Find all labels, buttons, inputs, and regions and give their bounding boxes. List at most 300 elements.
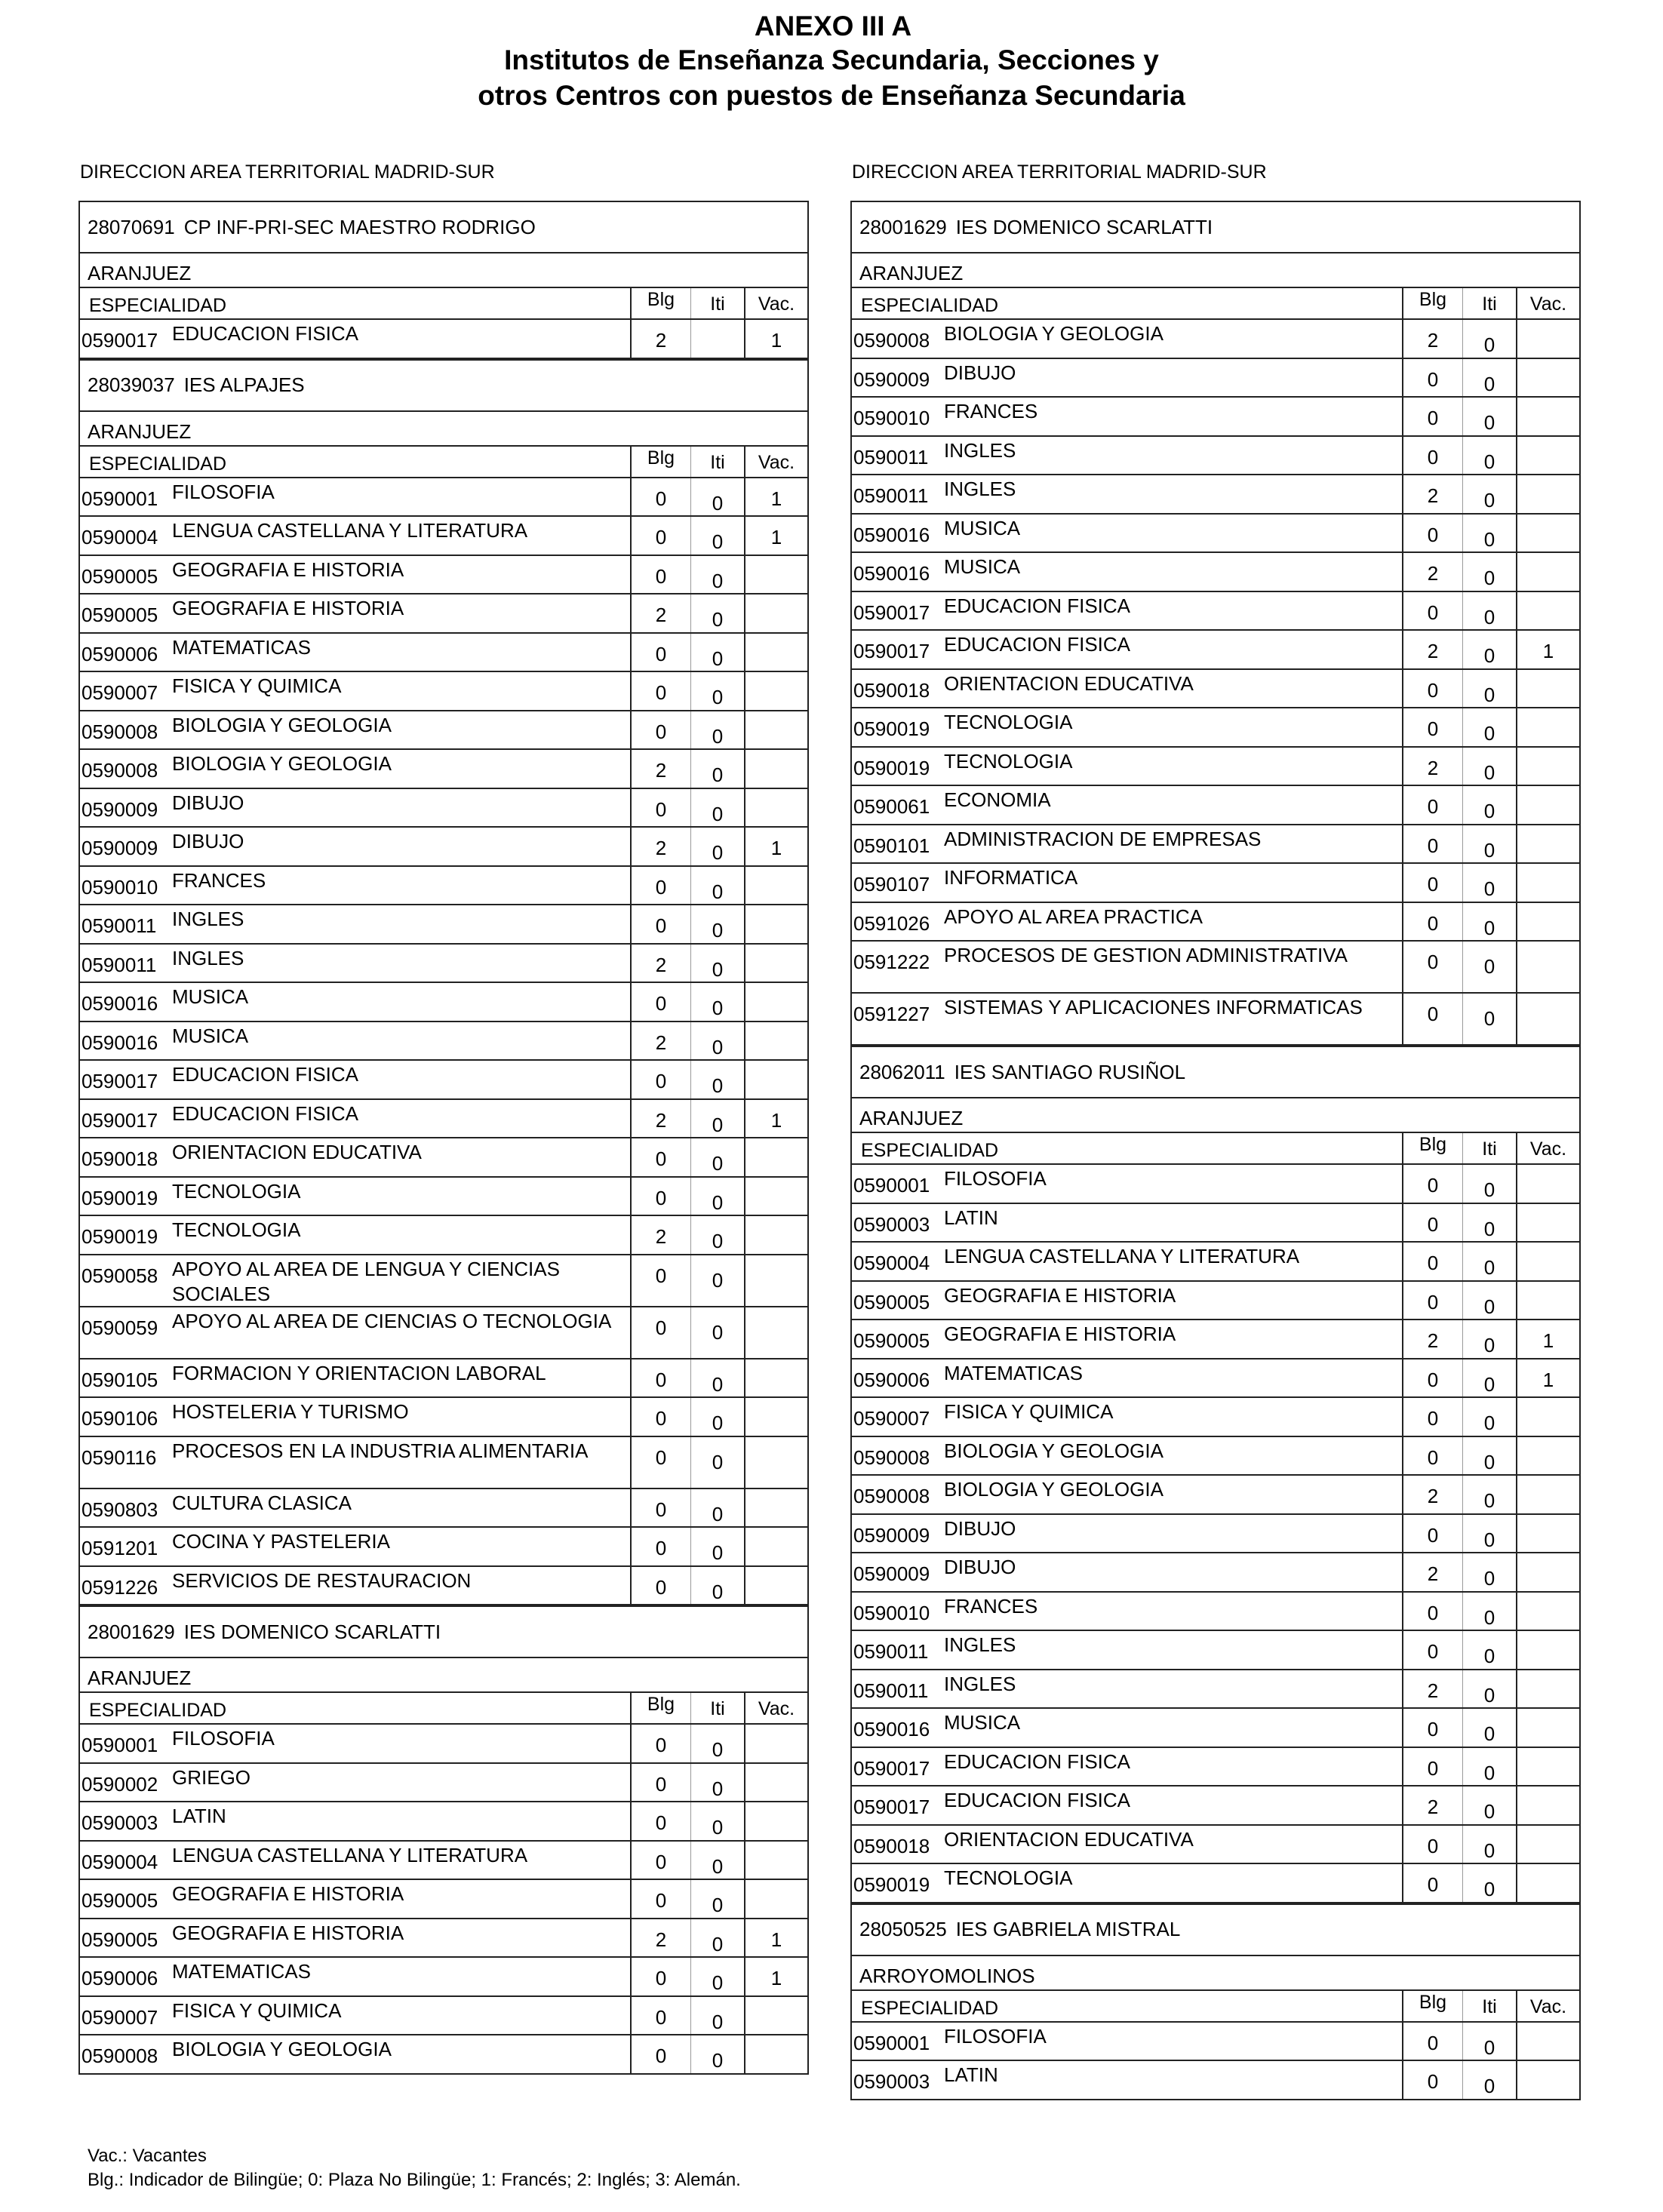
especialidad-code: 0590058 <box>81 1264 158 1287</box>
especialidad-code: 0590011 <box>853 1640 929 1663</box>
especialidad-cell <box>80 1437 630 1488</box>
table-row <box>852 1282 1579 1321</box>
especialidad-code: 0590019 <box>81 1225 158 1248</box>
vac-cell <box>1516 1165 1579 1203</box>
iti-cell: 0 <box>1462 1165 1516 1203</box>
especialidad-code: 0590101 <box>853 834 930 857</box>
especialidad-name: MUSICA <box>944 516 1021 539</box>
especialidad-cell <box>852 1165 1402 1203</box>
especialidad-name: BIOLOGIA Y GEOLOGIA <box>172 752 392 775</box>
blg-cell: 2 <box>630 1216 690 1254</box>
especialidad-cell <box>80 711 630 749</box>
vac-cell <box>744 905 807 943</box>
vac-cell <box>1516 1515 1579 1553</box>
especialidad-cell <box>852 1282 1402 1320</box>
table-row <box>80 867 807 906</box>
legend-vacantes: Vac.: Vacantes <box>88 2146 207 2166</box>
especialidad-name: SERVICIOS DE RESTAURACION <box>172 1568 472 1592</box>
header-vac: Vac. <box>1516 1133 1579 1163</box>
especialidad-cell <box>80 1022 630 1060</box>
especialidad-name: LENGUA CASTELLANA Y LITERATURA <box>172 519 528 542</box>
table-row <box>80 594 807 634</box>
table-row <box>80 556 807 595</box>
column-header-row <box>80 447 807 478</box>
annex-title: ANEXO III A <box>754 11 912 41</box>
iti-cell: 0 <box>1462 359 1516 397</box>
blg-cell: 0 <box>1402 903 1462 941</box>
especialidad-cell <box>852 2023 1402 2060</box>
especialidad-name: BIOLOGIA Y GEOLOGIA <box>944 322 1163 345</box>
especialidad-code: 0590010 <box>853 1601 930 1624</box>
table-row <box>852 631 1579 670</box>
vac-cell <box>1516 1476 1579 1513</box>
table-row <box>852 1243 1579 1282</box>
especialidad-cell <box>852 708 1402 746</box>
blg-cell: 0 <box>1402 1398 1462 1436</box>
especialidad-cell <box>852 994 1402 1044</box>
blg-cell: 2 <box>630 594 690 632</box>
especialidad-cell <box>852 1437 1402 1475</box>
especialidad-name: GRIEGO <box>172 1765 251 1789</box>
vac-cell <box>744 594 807 632</box>
iti-cell: 0 <box>1462 942 1516 992</box>
vac-cell: 1 <box>744 828 807 865</box>
especialidad-code: 0590001 <box>81 487 158 510</box>
iti-cell: 0 <box>1462 1398 1516 1436</box>
iti-cell: 0 <box>690 1398 744 1436</box>
header-vac: Vac. <box>744 288 807 318</box>
especialidad-code: 0590003 <box>81 1811 158 1834</box>
blg-cell: 0 <box>630 1567 690 1605</box>
especialidad-cell <box>852 903 1402 941</box>
header-blg: Blg <box>630 1693 690 1723</box>
especialidad-code: 0590005 <box>81 1928 158 1951</box>
especialidad-name: EDUCACION FISICA <box>944 1750 1131 1773</box>
table-row <box>852 1670 1579 1710</box>
blg-cell: 2 <box>630 1022 690 1060</box>
table-row <box>852 592 1579 631</box>
especialidad-code: 0590002 <box>81 1772 158 1796</box>
especialidad-name: ADMINISTRACION DE EMPRESAS <box>944 827 1262 850</box>
blg-cell: 0 <box>630 711 690 749</box>
table-row <box>852 320 1579 359</box>
especialidad-code: 0590019 <box>853 756 930 779</box>
table-row <box>80 320 807 359</box>
iti-cell: 0 <box>690 1437 744 1488</box>
centro-locality: ARANJUEZ <box>852 1098 1579 1133</box>
especialidad-name: GEOGRAFIA E HISTORIA <box>172 597 404 619</box>
especialidad-name: INGLES <box>172 908 244 930</box>
table-row <box>852 1204 1579 1243</box>
especialidad-cell <box>80 556 630 594</box>
especialidad-cell <box>852 1709 1402 1747</box>
especialidad-cell <box>80 1307 630 1358</box>
iti-cell: 0 <box>1462 1670 1516 1708</box>
blg-cell: 0 <box>630 1958 690 1995</box>
iti-cell: 0 <box>1462 708 1516 746</box>
vac-cell <box>1516 1398 1579 1436</box>
especialidad-cell <box>80 983 630 1021</box>
blg-cell: 2 <box>1402 320 1462 358</box>
header-iti: Iti <box>1462 288 1516 318</box>
table-row <box>852 1593 1579 1632</box>
blg-cell: 0 <box>1402 1437 1462 1475</box>
table-row <box>80 1842 807 1881</box>
blg-cell: 0 <box>630 1725 690 1762</box>
vac-cell <box>1516 1553 1579 1591</box>
blg-cell: 0 <box>630 1802 690 1840</box>
especialidad-code: 0590007 <box>853 1407 930 1430</box>
especialidad-name: MUSICA <box>172 985 249 1008</box>
table-row <box>852 1864 1579 1903</box>
vac-cell <box>1516 320 1579 358</box>
especialidad-name: TECNOLOGIA <box>944 749 1073 773</box>
especialidad-code: 0590008 <box>81 2045 158 2067</box>
blg-cell: 0 <box>1402 864 1462 902</box>
vac-cell <box>1516 864 1579 902</box>
iti-cell: 0 <box>1462 1826 1516 1863</box>
especialidad-code: 0591201 <box>81 1537 158 1559</box>
especialidad-code: 0591222 <box>853 951 930 973</box>
especialidad-cell <box>852 2061 1402 2099</box>
area-territorial-label: DIRECCION AREA TERRITORIAL MADRID-SUR <box>852 161 1267 183</box>
blg-cell: 0 <box>1402 670 1462 708</box>
especialidad-name: GEOGRAFIA E HISTORIA <box>172 1921 404 1944</box>
centro-table <box>78 359 809 1606</box>
iti-cell: 0 <box>690 1528 744 1565</box>
iti-cell: 0 <box>690 867 744 905</box>
iti-cell: 0 <box>690 789 744 827</box>
header-vac: Vac. <box>744 1693 807 1723</box>
especialidad-name: TECNOLOGIA <box>172 1218 301 1241</box>
vac-cell: 1 <box>744 1100 807 1138</box>
especialidad-cell <box>852 1204 1402 1242</box>
especialidad-cell <box>80 517 630 555</box>
especialidad-cell <box>852 825 1402 863</box>
iti-cell: 0 <box>1462 1359 1516 1397</box>
especialidad-name: FRANCES <box>172 868 266 892</box>
table-row <box>852 1165 1579 1204</box>
blg-cell: 0 <box>630 1178 690 1215</box>
vac-cell <box>744 945 807 982</box>
iti-cell: 0 <box>690 711 744 749</box>
iti-cell: 0 <box>690 1255 744 1306</box>
centro-table <box>78 201 809 359</box>
blg-cell: 2 <box>1402 1553 1462 1591</box>
especialidad-name: BIOLOGIA Y GEOLOGIA <box>944 1478 1163 1501</box>
especialidad-code: 0590016 <box>81 1031 158 1054</box>
especialidad-name: HOSTELERIA Y TURISMO <box>172 1400 409 1423</box>
iti-cell: 0 <box>1462 2023 1516 2060</box>
especialidad-name: MATEMATICAS <box>944 1361 1083 1384</box>
vac-cell <box>1516 1631 1579 1669</box>
especialidad-name: DIBUJO <box>944 1516 1016 1540</box>
header-blg: Blg <box>1402 1991 1462 2021</box>
especialidad-cell <box>80 1216 630 1254</box>
iti-cell: 0 <box>1462 1320 1516 1358</box>
especialidad-cell <box>80 1802 630 1840</box>
especialidad-code: 0590011 <box>81 953 157 976</box>
vac-cell <box>744 1528 807 1565</box>
especialidad-cell <box>852 359 1402 397</box>
iti-cell: 0 <box>1462 1864 1516 1902</box>
table-row <box>852 2061 1579 2100</box>
especialidad-name: TECNOLOGIA <box>944 1866 1073 1889</box>
especialidad-code: 0590017 <box>853 640 930 662</box>
table-row <box>852 903 1579 942</box>
especialidad-code: 0590803 <box>81 1498 158 1521</box>
blg-cell: 0 <box>630 1359 690 1397</box>
especialidad-name: BIOLOGIA Y GEOLOGIA <box>172 713 392 736</box>
blg-cell: 0 <box>630 1528 690 1565</box>
table-row <box>852 1709 1579 1748</box>
header-iti: Iti <box>1462 1991 1516 2021</box>
vac-cell <box>744 672 807 710</box>
especialidad-name: LATIN <box>944 2063 998 2086</box>
especialidad-cell <box>80 1178 630 1215</box>
blg-cell: 0 <box>1402 2061 1462 2099</box>
especialidad-code: 0590005 <box>81 564 158 588</box>
especialidad-name: CULTURA CLASICA <box>172 1491 352 1514</box>
especialidad-name: EDUCACION FISICA <box>172 1063 359 1086</box>
especialidad-name: INGLES <box>944 438 1016 462</box>
vac-cell <box>744 983 807 1021</box>
blg-cell: 0 <box>630 1307 690 1358</box>
especialidad-code: 0590059 <box>81 1316 158 1339</box>
table-row <box>80 711 807 751</box>
table-row <box>80 789 807 828</box>
table-row <box>852 1359 1579 1399</box>
centro-name: IES DOMENICO SCARLATTI <box>955 215 1213 238</box>
iti-cell: 0 <box>690 1958 744 1995</box>
iti-cell: 0 <box>1462 825 1516 863</box>
header-blg: Blg <box>630 288 690 318</box>
especialidad-code: 0590018 <box>853 1834 930 1857</box>
especialidad-cell <box>80 1061 630 1098</box>
vac-cell <box>1516 994 1579 1044</box>
especialidad-code: 0590017 <box>853 1796 930 1818</box>
especialidad-code: 0590116 <box>81 1445 157 1469</box>
blg-cell: 2 <box>630 945 690 982</box>
blg-cell: 0 <box>630 634 690 671</box>
especialidad-code: 0591227 <box>853 1003 930 1025</box>
especialidad-cell <box>80 1725 630 1762</box>
especialidad-cell <box>80 945 630 982</box>
blg-cell: 0 <box>1402 1826 1462 1863</box>
iti-cell: 0 <box>690 1359 744 1397</box>
table-row <box>80 750 807 789</box>
especialidad-code: 0591026 <box>853 911 930 935</box>
legend <box>88 2144 741 2192</box>
centro-code: 28050525 <box>859 1918 947 1940</box>
vac-cell <box>1516 1670 1579 1708</box>
especialidad-cell <box>80 1997 630 2035</box>
table-row <box>80 1528 807 1567</box>
especialidad-name: GEOGRAFIA E HISTORIA <box>944 1323 1176 1345</box>
vac-cell <box>744 1022 807 1060</box>
blg-cell: 0 <box>630 672 690 710</box>
especialidad-cell <box>852 475 1402 513</box>
especialidad-code: 0590105 <box>81 1368 158 1391</box>
centro-table <box>850 1903 1581 2100</box>
blg-cell: 2 <box>1402 1476 1462 1513</box>
iti-cell: 0 <box>690 1725 744 1762</box>
iti-cell: 0 <box>1462 1631 1516 1669</box>
iti-cell: 0 <box>690 594 744 632</box>
iti-cell: 0 <box>690 634 744 671</box>
iti-cell: 0 <box>690 828 744 865</box>
blg-cell: 0 <box>1402 359 1462 397</box>
especialidad-cell <box>80 828 630 865</box>
vac-cell <box>1516 1437 1579 1475</box>
especialidad-cell <box>80 1255 630 1306</box>
blg-cell: 0 <box>1402 2023 1462 2060</box>
table-row <box>80 478 807 518</box>
vac-cell <box>744 1997 807 2035</box>
centro-header <box>852 202 1579 253</box>
iti-cell: 0 <box>690 2035 744 2073</box>
iti-cell: 0 <box>1462 553 1516 591</box>
iti-cell: 0 <box>690 750 744 788</box>
iti-cell: 0 <box>1462 631 1516 668</box>
especialidad-name: LENGUA CASTELLANA Y LITERATURA <box>172 1843 528 1866</box>
iti-cell: 0 <box>1462 1786 1516 1824</box>
blg-cell: 2 <box>1402 631 1462 668</box>
table-row <box>852 1826 1579 1865</box>
especialidad-cell <box>852 437 1402 475</box>
iti-cell: 0 <box>1462 1748 1516 1786</box>
especialidad-code: 0590005 <box>81 1889 158 1912</box>
header-iti: Iti <box>1462 1133 1516 1163</box>
especialidad-code: 0590008 <box>853 329 930 352</box>
especialidad-cell <box>80 594 630 632</box>
iti-cell: 0 <box>1462 1437 1516 1475</box>
centro-header <box>80 361 807 412</box>
header-especialidad: ESPECIALIDAD <box>861 295 999 316</box>
iti-cell: 0 <box>690 1997 744 2035</box>
vac-cell <box>744 1061 807 1098</box>
especialidad-name: GEOGRAFIA E HISTORIA <box>172 1882 404 1905</box>
left-column <box>78 157 809 2075</box>
blg-cell: 2 <box>1402 1786 1462 1824</box>
iti-cell: 0 <box>690 1061 744 1098</box>
iti-cell: 0 <box>690 1216 744 1254</box>
vac-cell <box>1516 398 1579 435</box>
iti-cell: 0 <box>1462 592 1516 630</box>
especialidad-name: SISTEMAS Y APLICACIONES INFORMATICAS <box>944 996 1363 1018</box>
especialidad-name: INGLES <box>944 1633 1016 1656</box>
centro-locality: ARANJUEZ <box>80 412 807 447</box>
especialidad-cell <box>80 1528 630 1565</box>
especialidad-code: 0590061 <box>853 795 930 818</box>
centro-table <box>78 1605 809 2075</box>
vac-cell <box>1516 553 1579 591</box>
especialidad-cell <box>852 864 1402 902</box>
vac-cell: 1 <box>744 1919 807 1957</box>
header-especialidad: ESPECIALIDAD <box>861 1140 999 1161</box>
especialidad-cell <box>852 1515 1402 1553</box>
especialidad-name: EDUCACION FISICA <box>944 594 1131 617</box>
especialidad-cell <box>852 1320 1402 1358</box>
iti-cell: 0 <box>690 478 744 516</box>
iti-cell: 0 <box>690 517 744 555</box>
especialidad-cell <box>852 786 1402 824</box>
especialidad-cell <box>80 1842 630 1879</box>
iti-cell: 0 <box>690 983 744 1021</box>
vac-cell <box>744 1880 807 1918</box>
especialidad-code: 0590016 <box>81 992 158 1015</box>
especialidad-cell <box>80 478 630 516</box>
blg-cell: 0 <box>1402 994 1462 1044</box>
especialidad-cell <box>80 1398 630 1436</box>
especialidad-name: BIOLOGIA Y GEOLOGIA <box>172 2038 392 2060</box>
centro-locality: ARANJUEZ <box>80 253 807 288</box>
table-row <box>80 634 807 673</box>
blg-cell: 2 <box>630 750 690 788</box>
iti-cell: 0 <box>1462 1243 1516 1280</box>
iti-cell: 0 <box>1462 320 1516 358</box>
table-row <box>80 1802 807 1842</box>
vac-cell <box>744 789 807 827</box>
blg-cell: 2 <box>630 1100 690 1138</box>
iti-cell: 0 <box>1462 2061 1516 2099</box>
especialidad-code: 0590008 <box>81 759 158 782</box>
especialidad-code: 0591226 <box>81 1575 158 1599</box>
especialidad-code: 0590018 <box>81 1147 158 1170</box>
centro-name: CP INF-PRI-SEC MAESTRO RODRIGO <box>183 215 536 238</box>
vac-cell: 1 <box>744 320 807 358</box>
vac-cell <box>1516 2061 1579 2099</box>
vac-cell <box>1516 475 1579 513</box>
especialidad-cell <box>80 634 630 671</box>
table-row <box>80 1022 807 1061</box>
vac-cell <box>744 867 807 905</box>
header-especialidad: ESPECIALIDAD <box>89 453 227 475</box>
especialidad-name: MUSICA <box>944 1711 1021 1734</box>
header-iti: Iti <box>690 447 744 477</box>
blg-cell: 0 <box>1402 1359 1462 1397</box>
especialidad-cell <box>852 398 1402 435</box>
especialidad-name: TECNOLOGIA <box>944 711 1073 733</box>
blg-cell: 0 <box>1402 1748 1462 1786</box>
table-row <box>80 828 807 867</box>
especialidad-cell <box>80 789 630 827</box>
especialidad-code: 0590008 <box>81 720 158 743</box>
especialidad-code: 0590011 <box>853 1679 929 1702</box>
blg-cell: 0 <box>1402 825 1462 863</box>
vac-cell: 1 <box>744 478 807 516</box>
vac-cell <box>1516 1826 1579 1863</box>
column-header-row <box>852 1991 1579 2023</box>
especialidad-code: 0590018 <box>853 678 930 702</box>
right-column <box>850 157 1581 2100</box>
especialidad-code: 0590001 <box>853 1174 930 1197</box>
iti-cell: 0 <box>690 1138 744 1176</box>
centro-code: 28039037 <box>88 373 175 396</box>
especialidad-name: FILOSOFIA <box>172 480 275 503</box>
blg-cell: 0 <box>630 556 690 594</box>
especialidad-name: DIBUJO <box>172 791 244 814</box>
iti-cell: 0 <box>690 1802 744 1840</box>
vac-cell <box>1516 786 1579 824</box>
especialidad-cell <box>852 670 1402 708</box>
table-row <box>852 1553 1579 1593</box>
especialidad-name: TECNOLOGIA <box>172 1179 301 1203</box>
vac-cell <box>1516 1282 1579 1320</box>
especialidad-name: LATIN <box>172 1805 226 1827</box>
vac-cell <box>1516 903 1579 941</box>
iti-cell: 0 <box>1462 398 1516 435</box>
